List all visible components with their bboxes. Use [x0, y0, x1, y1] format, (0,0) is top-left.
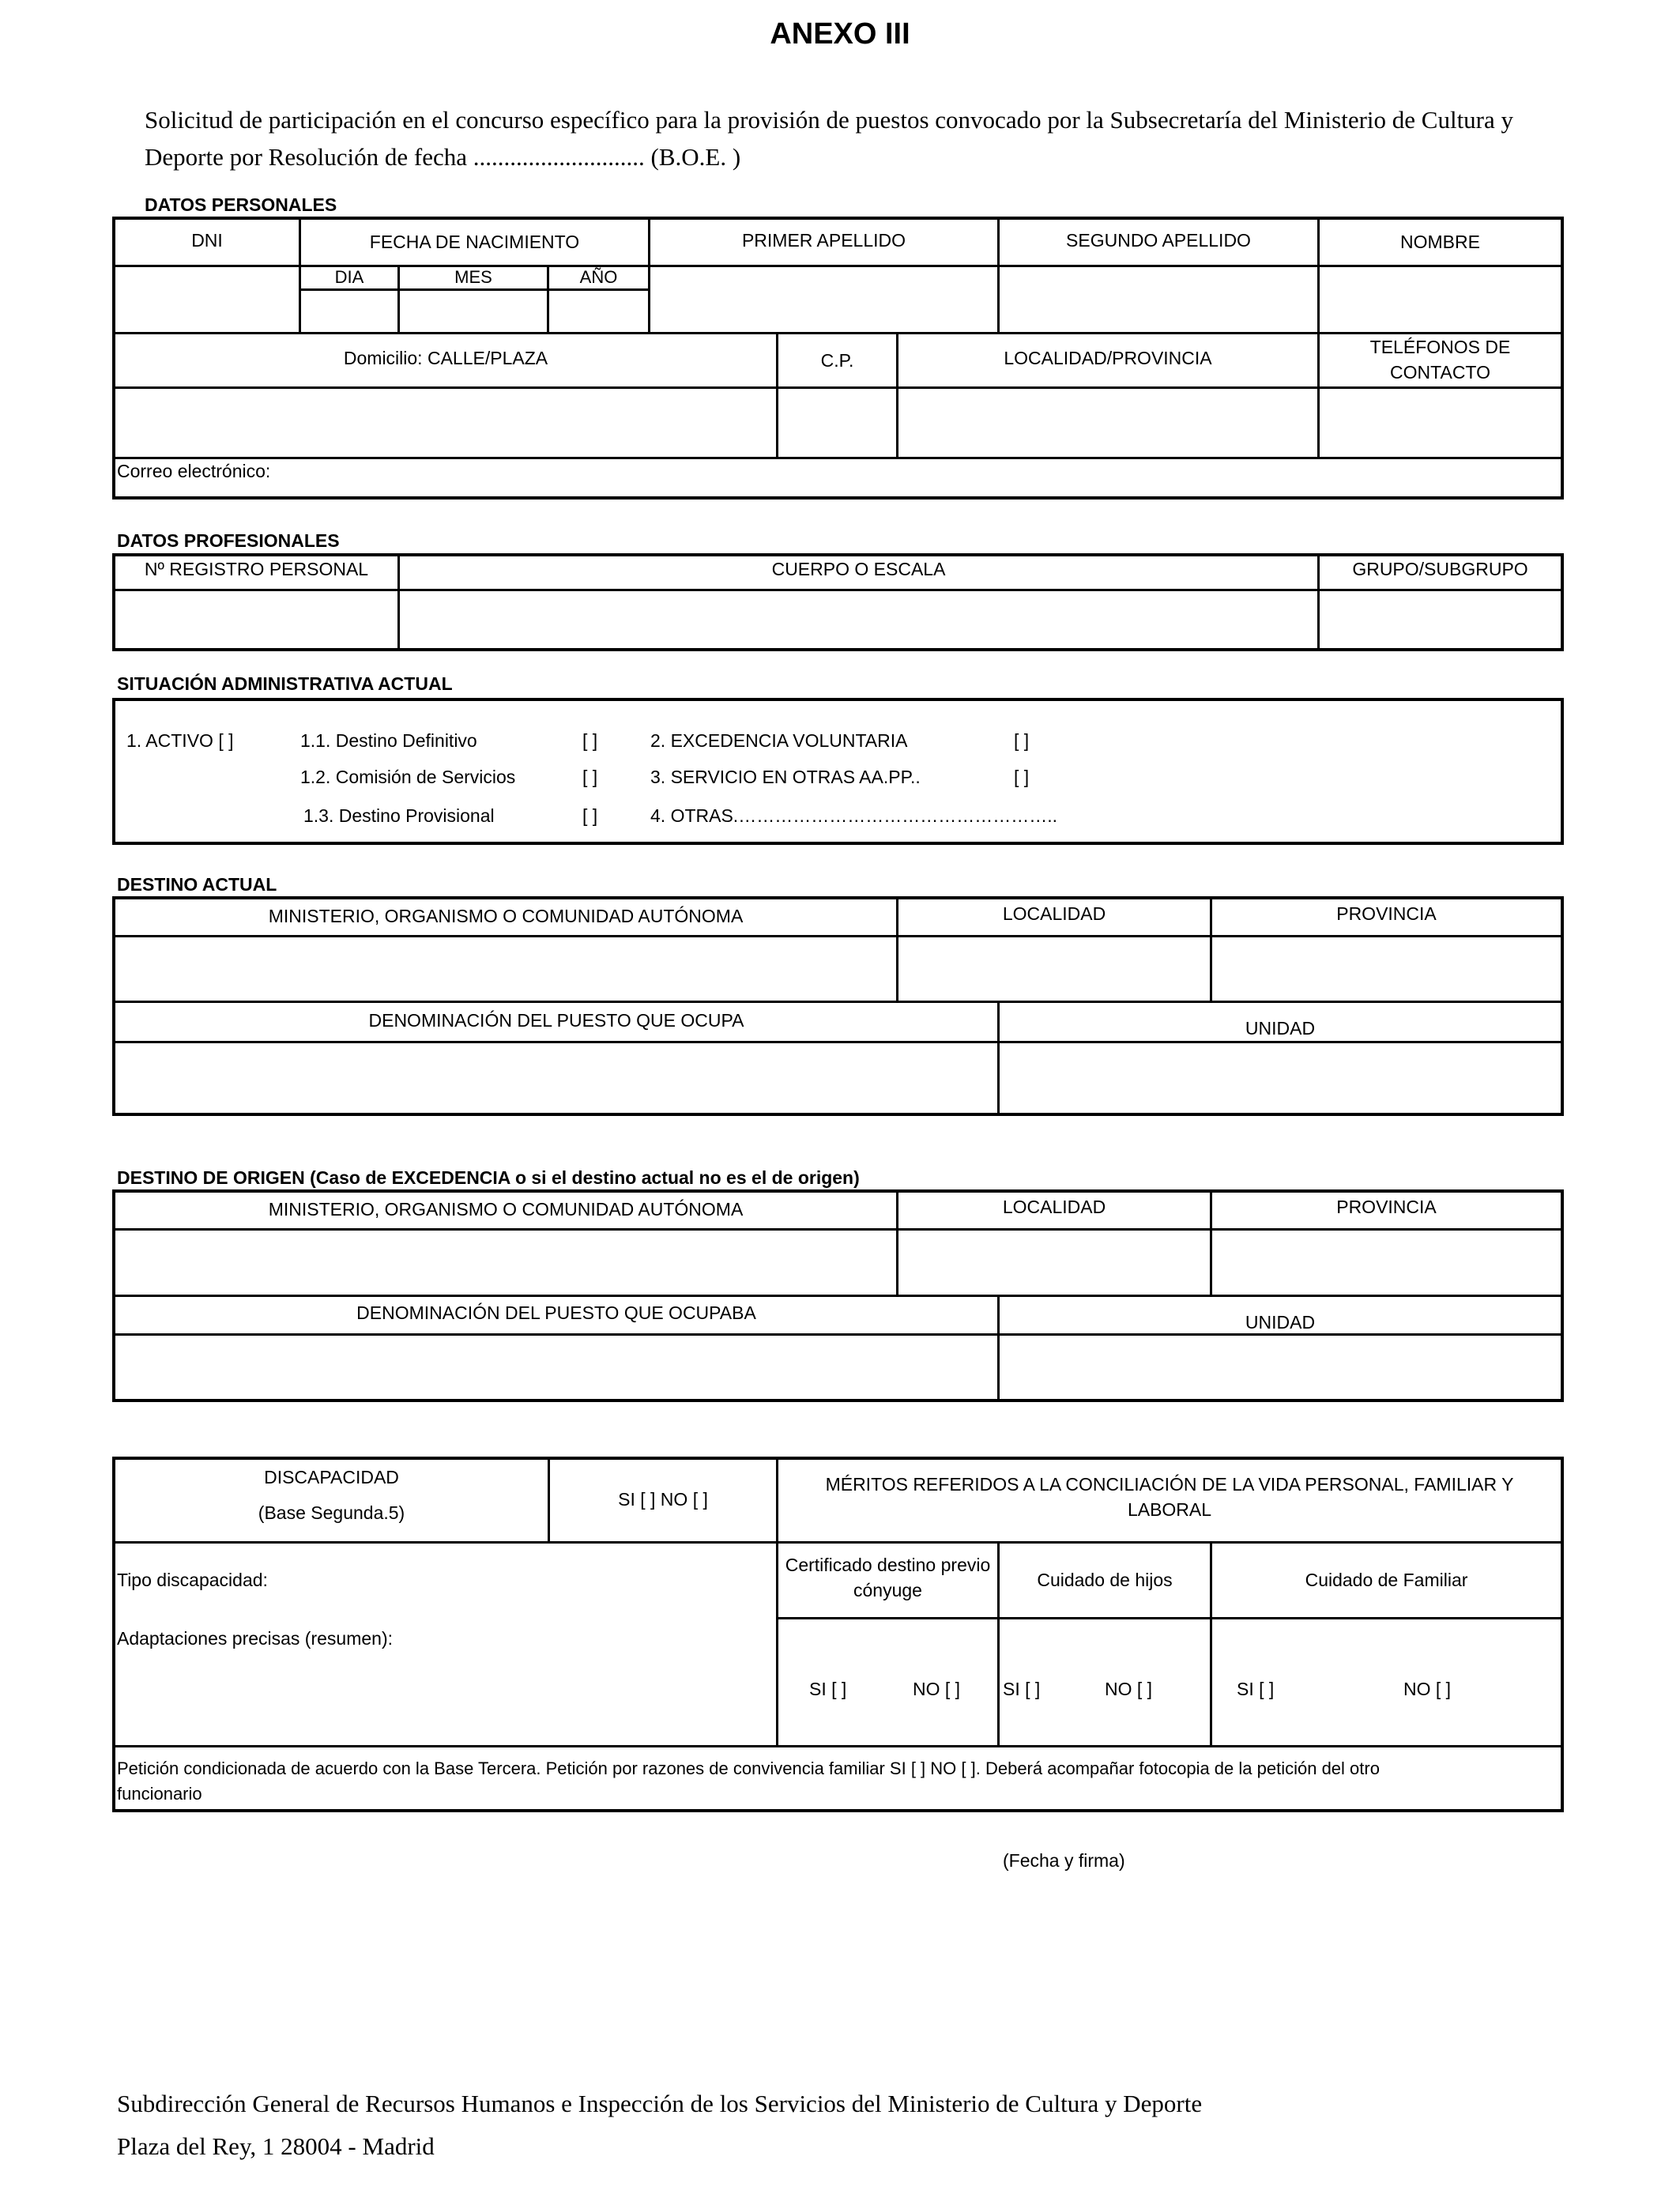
checkbox-1-2[interactable]: [ ]: [582, 767, 598, 787]
conditional-petition-line1: Petición condicionada de acuerdo con la Base Tercera. Petición por razones de convivencia familiar SI [ ] NO [ ]. Deberá acompañar fotocopia de la petición del otro: [117, 1759, 1380, 1778]
first-surname-label: PRIMER APELLIDO: [741, 230, 906, 251]
origin-province-label: PROVINCIA: [1336, 1197, 1437, 1217]
origin-unit-label: UNIDAD: [1245, 1312, 1316, 1333]
divider: [112, 457, 1564, 459]
child-care-label: Cuidado de hijos: [1037, 1570, 1173, 1590]
divider: [112, 1541, 1564, 1544]
certificate-yes[interactable]: SI [ ]: [809, 1679, 847, 1699]
origin-locality-label: LOCALIDAD: [1002, 1197, 1106, 1217]
current-locality-label: LOCALIDAD: [1002, 903, 1106, 924]
divider: [112, 1228, 1564, 1231]
divider: [112, 935, 1564, 937]
divider: [112, 1041, 1564, 1043]
others-option: 4. OTRAS.……………………………………………..: [650, 805, 1057, 826]
current-ministry-label: MINISTERIO, ORGANISMO O COMUNIDAD AUTÓNOMA: [268, 906, 744, 926]
name-label: NOMBRE: [1400, 232, 1480, 252]
current-unit-label: UNIDAD: [1245, 1018, 1316, 1039]
date-signature-label: (Fecha y firma): [1003, 1850, 1125, 1871]
provisional-post-option: 1.3. Destino Provisional: [303, 805, 495, 826]
merits-title-line1: MÉRITOS REFERIDOS A LA CONCILIACIÓN DE LA VIDA PERSONAL, FAMILIAR Y: [825, 1474, 1514, 1495]
origin-post-label: DENOMINACIÓN DEL PUESTO QUE OCUPABA: [356, 1302, 756, 1323]
checkbox-1-3[interactable]: [ ]: [582, 805, 598, 826]
checkbox-1-1[interactable]: [ ]: [582, 730, 598, 751]
disability-title: DISCAPACIDAD: [264, 1467, 399, 1487]
checkbox-2[interactable]: [ ]: [1014, 730, 1030, 751]
footer-line2: Plaza del Rey, 1 28004 - Madrid: [117, 2132, 435, 2160]
group-label: GRUPO/SUBGRUPO: [1352, 559, 1528, 579]
disability-base: (Base Segunda.5): [258, 1502, 405, 1523]
phone-label-line1: TELÉFONOS DE: [1369, 337, 1511, 357]
registry-number-label: Nº REGISTRO PERSONAL: [144, 559, 369, 579]
section-personal-heading: DATOS PERSONALES: [145, 194, 337, 215]
current-province-label: PROVINCIA: [1336, 903, 1437, 924]
voluntary-leave-option: 2. EXCEDENCIA VOLUNTARIA: [650, 730, 908, 751]
divider: [112, 1295, 1564, 1297]
disability-yes-no[interactable]: SI [ ] NO [ ]: [618, 1489, 708, 1510]
active-option: 1. ACTIVO [ ]: [126, 730, 234, 751]
family-care-no[interactable]: NO [ ]: [1403, 1679, 1452, 1699]
month-label: MES: [454, 267, 492, 287]
birth-date-label: FECHA DE NACIMIENTO: [369, 232, 580, 252]
phone-label-line2: CONTACTO: [1390, 362, 1490, 383]
current-post-label: DENOMINACIÓN DEL PUESTO QUE OCUPA: [368, 1010, 744, 1031]
locality-province-label: LOCALIDAD/PROVINCIA: [1004, 348, 1212, 368]
postcode-label: C.P.: [820, 350, 854, 371]
section-origin-heading: DESTINO DE ORIGEN (Caso de EXCEDENCIA o si el destino actual no es el de origen): [117, 1167, 860, 1188]
page-title: ANEXO III: [770, 17, 910, 51]
other-administrations-option: 3. SERVICIO EN OTRAS AA.PP..: [650, 767, 921, 787]
email-label: Correo electrónico:: [117, 461, 271, 481]
second-surname-label: SEGUNDO APELLIDO: [1066, 230, 1251, 251]
section-professional-heading: DATOS PROFESIONALES: [117, 530, 340, 551]
year-label: AÑO: [579, 267, 618, 287]
spouse-certificate-line2: cónyuge: [853, 1580, 922, 1600]
divider: [112, 386, 1564, 389]
divider: [112, 1745, 1564, 1747]
conditional-petition-line2: funcionario: [117, 1784, 202, 1804]
child-care-yes[interactable]: SI [ ]: [1003, 1679, 1041, 1699]
service-commission-option: 1.2. Comisión de Servicios: [300, 767, 516, 787]
merits-title-line2: LABORAL: [1127, 1499, 1212, 1520]
family-care-yes[interactable]: SI [ ]: [1237, 1679, 1275, 1699]
family-care-label: Cuidado de Familiar: [1305, 1570, 1468, 1590]
address-label: Domicilio: CALLE/PLAZA: [343, 348, 548, 368]
adaptations-label: Adaptaciones precisas (resumen):: [117, 1628, 393, 1649]
footer-line1: Subdirección General de Recursos Humanos e Inspección de los Servicios del Ministerio de Cultura y Deporte: [117, 2090, 1203, 2117]
corps-label: CUERPO O ESCALA: [771, 559, 946, 579]
certificate-no[interactable]: NO [ ]: [913, 1679, 961, 1699]
current-post-table: [112, 896, 1564, 1116]
definitive-post-option: 1.1. Destino Definitivo: [300, 730, 477, 751]
checkbox-3[interactable]: [ ]: [1014, 767, 1030, 787]
day-label: DIA: [334, 267, 364, 287]
divider: [112, 589, 1564, 591]
origin-ministry-label: MINISTERIO, ORGANISMO O COMUNIDAD AUTÓNOMA: [268, 1199, 744, 1220]
dni-label: DNI: [191, 230, 223, 251]
disability-type-label: Tipo discapacidad:: [117, 1570, 268, 1590]
spouse-certificate-line1: Certificado destino previo: [785, 1555, 991, 1575]
section-current-heading: DESTINO ACTUAL: [117, 874, 277, 895]
section-admin-heading: SITUACIÓN ADMINISTRATIVA ACTUAL: [117, 673, 453, 694]
intro-text: Solicitud de participación en el concurso específico para la provisión de puestos convocado por la Subsecretaría del Ministerio de Cultura y Deporte por Resolución de fecha ............................ (B.O.E. ): [145, 106, 1514, 171]
divider: [112, 1001, 1564, 1003]
child-care-no[interactable]: NO [ ]: [1105, 1679, 1153, 1699]
divider: [776, 1617, 1564, 1619]
